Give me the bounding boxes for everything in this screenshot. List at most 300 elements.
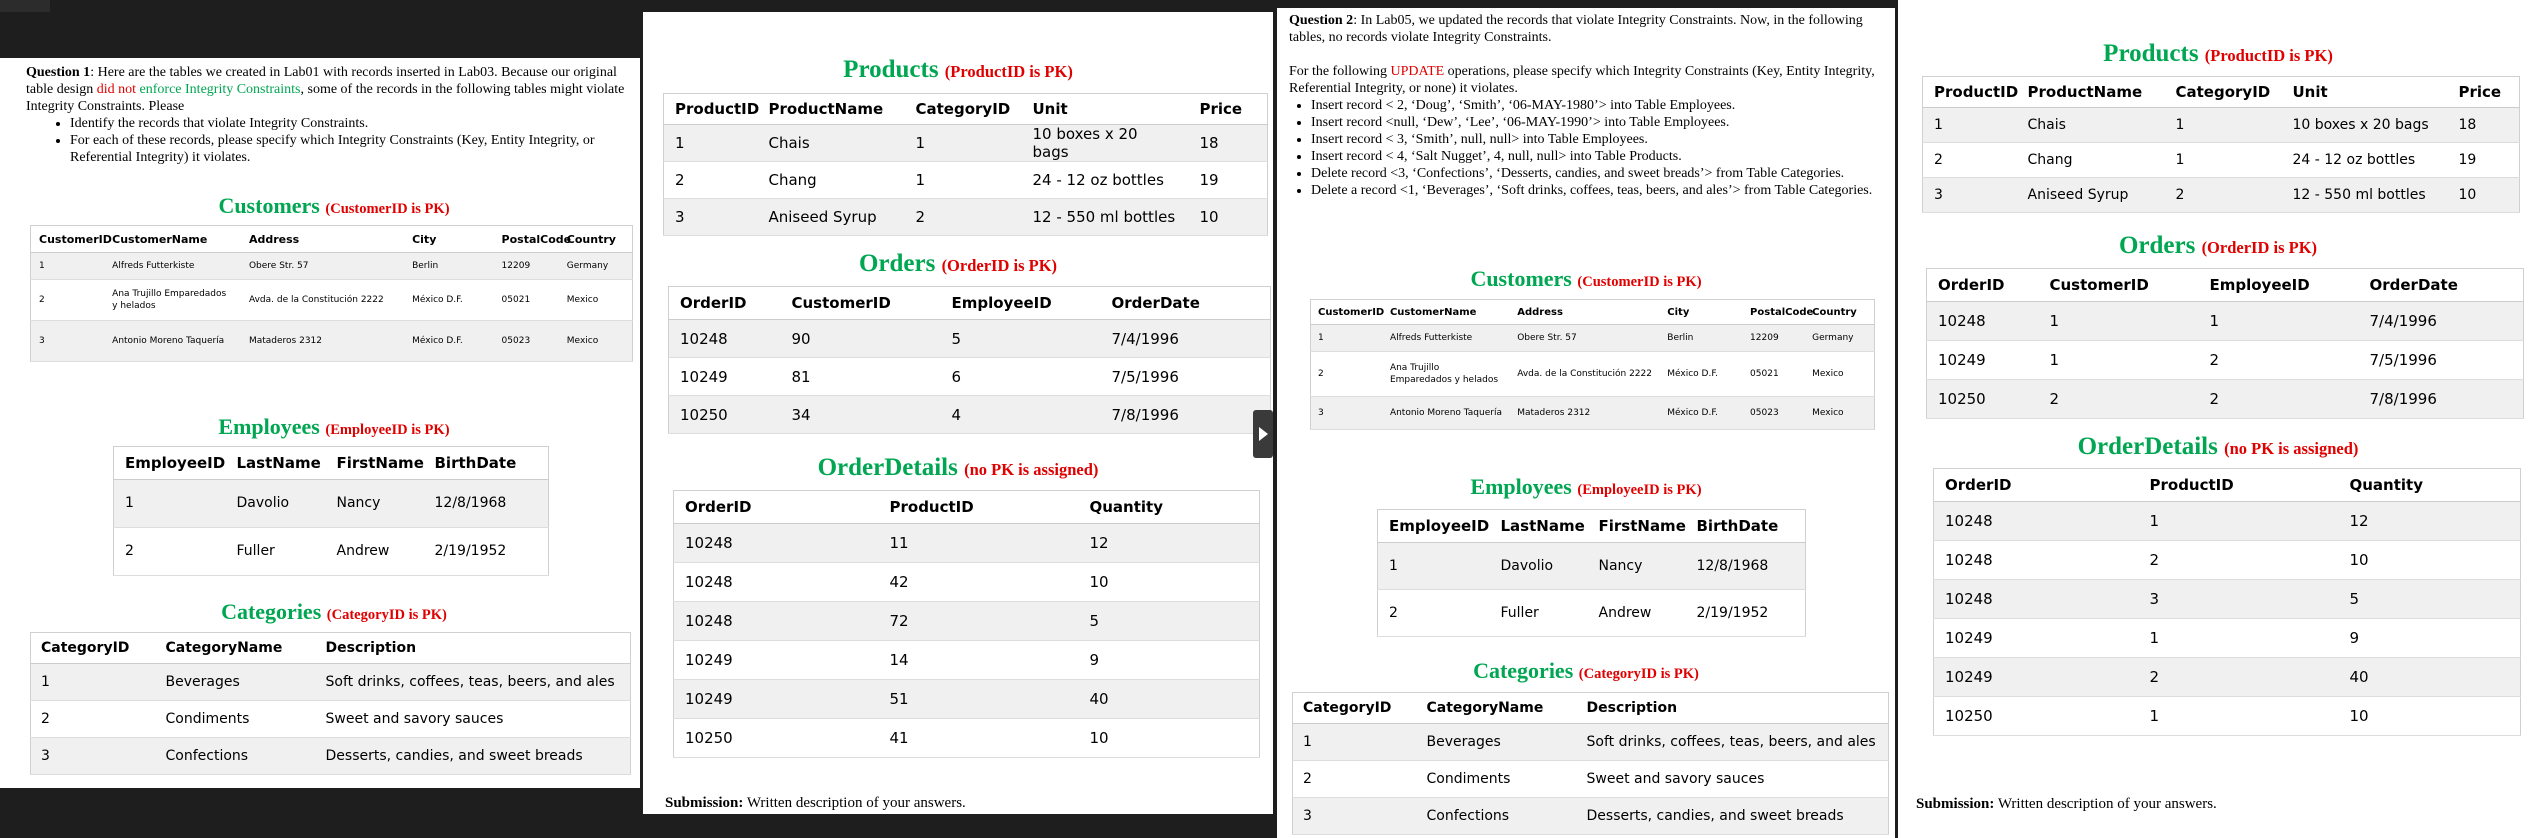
table-cell: México D.F. xyxy=(404,321,493,362)
table-row xyxy=(664,162,1268,199)
column-header: EmployeeID xyxy=(941,287,1101,320)
column-header: Quantity xyxy=(2339,469,2521,502)
table-cell: 19 xyxy=(1189,162,1268,199)
panel-toggle-button[interactable] xyxy=(1253,410,1273,458)
question-text-3: operations, please specify which Integrity Constraints (Key, Entity Integrity, Referential Integrity, or none) it violates. xyxy=(1289,64,1875,96)
table-cell: Desserts, candies, and sweet breads xyxy=(1577,798,1889,835)
table-cell: Beverages xyxy=(1417,724,1577,761)
question-label: Question 2 xyxy=(1289,13,1354,28)
table-cell: 9 xyxy=(1079,641,1260,680)
table-cell: 10 boxes x 20 bags xyxy=(2282,108,2448,143)
table-cell: 3 xyxy=(31,321,105,362)
orderdetails-title: OrderDetails (no PK is assigned) xyxy=(2077,433,2359,460)
categories-title: Categories (CategoryID is PK) xyxy=(1473,658,1699,683)
table-cell: 72 xyxy=(879,602,1079,641)
column-header: Country xyxy=(1805,300,1874,325)
table-cell: 10248 xyxy=(1927,302,2039,341)
customers-table xyxy=(1310,299,1875,430)
table-cell: 2 xyxy=(31,701,156,738)
table-cell: 10248 xyxy=(1934,502,2139,541)
table-cell: 1 xyxy=(2039,341,2199,380)
bullet-item: • Delete record <3, ‘Confections’, ‘Desserts, candies, and sweet breads’> from Table Categories. xyxy=(1311,165,1889,182)
table-cell: 1 xyxy=(1311,325,1383,352)
table-cell: Chang xyxy=(2017,143,2165,178)
table-cell: 12 xyxy=(2339,502,2521,541)
table-cell: Mexico xyxy=(559,280,633,321)
column-header: ProductName xyxy=(2017,77,2165,108)
table-cell: 3 xyxy=(1923,178,2017,213)
column-header: ProductID xyxy=(2139,469,2339,502)
bullet-item: • Insert record < 3, ‘Smith’, null, null> into Table Employees. xyxy=(1311,131,1889,148)
table-row xyxy=(1927,380,2524,419)
table-row xyxy=(669,320,1271,358)
table-cell: 34 xyxy=(781,396,941,434)
column-header: FirstName xyxy=(1588,510,1686,543)
table-row xyxy=(1934,502,2521,541)
table-cell: Obere Str. 57 xyxy=(241,253,404,280)
column-header: Description xyxy=(316,633,631,664)
table-cell: Mataderos 2312 xyxy=(1510,397,1660,430)
column-header: PostalCode xyxy=(1743,300,1805,325)
table-cell: 12/8/1968 xyxy=(424,480,549,528)
table-cell: 2 xyxy=(2199,341,2359,380)
table-cell: Davolio xyxy=(226,480,326,528)
table-cell: Andrew xyxy=(326,528,424,576)
table-cell: 11 xyxy=(879,524,1079,563)
table-cell: Beverages xyxy=(156,664,316,701)
table-row xyxy=(1934,580,2521,619)
table-cell: Aniseed Syrup xyxy=(2017,178,2165,213)
column-header: EmployeeID xyxy=(2199,269,2359,302)
column-header: OrderDate xyxy=(2359,269,2524,302)
column-header: Unit xyxy=(1022,94,1189,125)
table-cell: Sweet and savory sauces xyxy=(316,701,631,738)
table-header-row xyxy=(1923,77,2520,108)
orders-title: Orders (OrderID is PK) xyxy=(2118,232,2318,259)
table-cell: 1 xyxy=(664,125,758,162)
orders-table xyxy=(1926,268,2524,419)
column-header: Address xyxy=(1510,300,1660,325)
column-header: BirthDate xyxy=(1686,510,1806,543)
table-row xyxy=(1927,341,2524,380)
table-cell: 10250 xyxy=(1927,380,2039,419)
table-cell: 81 xyxy=(781,358,941,396)
employees-title: Employees (EmployeeID is PK) xyxy=(1470,474,1702,499)
table-cell: 1 xyxy=(2139,697,2339,736)
products-table xyxy=(663,93,1268,236)
table-cell: Nancy xyxy=(1588,543,1686,590)
table-cell: 05021 xyxy=(1743,352,1805,397)
orders-title: Orders (OrderID is PK) xyxy=(858,250,1058,277)
orderdetails-table xyxy=(673,490,1260,758)
table-row xyxy=(1311,397,1875,430)
column-header: ProductID xyxy=(664,94,758,125)
question-1 xyxy=(26,64,638,166)
table-row xyxy=(1311,325,1875,352)
table-cell: 10248 xyxy=(674,524,879,563)
table-cell: Sweet and savory sauces xyxy=(1577,761,1889,798)
table-row xyxy=(1293,798,1889,835)
table-row xyxy=(1934,619,2521,658)
table-cell: 3 xyxy=(31,738,156,775)
categories-table xyxy=(30,632,631,775)
column-header: ProductID xyxy=(1923,77,2017,108)
table-cell: 3 xyxy=(2139,580,2339,619)
table-row xyxy=(1923,143,2520,178)
column-header: EmployeeID xyxy=(1378,510,1490,543)
column-header: CustomerID xyxy=(781,287,941,320)
table-header-row xyxy=(114,447,549,480)
table-cell: 10249 xyxy=(674,641,879,680)
column-header: CustomerID xyxy=(31,226,105,253)
table-cell: 10250 xyxy=(1934,697,2139,736)
categories-table xyxy=(1292,692,1889,835)
table-cell: México D.F. xyxy=(404,280,493,321)
table-cell: México D.F. xyxy=(1660,397,1743,430)
table-row xyxy=(1934,658,2521,697)
table-cell: Condiments xyxy=(1417,761,1577,798)
table-cell: 10250 xyxy=(674,719,879,758)
table-row xyxy=(664,199,1268,236)
table-cell: Germany xyxy=(1805,325,1874,352)
table-header-row xyxy=(31,633,631,664)
table-cell: 24 - 12 oz bottles xyxy=(1022,162,1189,199)
table-cell: Germany xyxy=(559,253,633,280)
table-cell: 18 xyxy=(1189,125,1268,162)
table-cell: 9 xyxy=(2339,619,2521,658)
column-header: CategoryName xyxy=(156,633,316,664)
table-cell: 12209 xyxy=(1743,325,1805,352)
table-cell: 1 xyxy=(2165,143,2282,178)
column-header: Quantity xyxy=(1079,491,1260,524)
bullet-item: • Delete a record <1, ‘Beverages’, ‘Soft drinks, coffees, teas, beers, and ales’> from Table Categories. xyxy=(1311,182,1889,199)
table-cell: Antonio Moreno Taquería xyxy=(104,321,241,362)
table-cell: Alfreds Futterkiste xyxy=(1383,325,1510,352)
table-cell: 90 xyxy=(781,320,941,358)
table-cell: 05021 xyxy=(494,280,559,321)
page-panel-4 xyxy=(1898,0,2538,838)
table-header-row xyxy=(664,94,1268,125)
table-cell: 3 xyxy=(1311,397,1383,430)
column-header: OrderID xyxy=(1934,469,2139,502)
table-cell: 7/4/1996 xyxy=(2359,302,2524,341)
table-cell: Obere Str. 57 xyxy=(1510,325,1660,352)
table-cell: 12 - 550 ml bottles xyxy=(2282,178,2448,213)
table-cell: 10 xyxy=(1189,199,1268,236)
table-cell: 1 xyxy=(2039,302,2199,341)
table-cell: Aniseed Syrup xyxy=(758,199,905,236)
table-row xyxy=(674,602,1260,641)
table-cell: 2 xyxy=(2165,178,2282,213)
table-cell: 10 xyxy=(1079,719,1260,758)
table-cell: 10248 xyxy=(669,320,781,358)
column-header: Price xyxy=(2448,77,2520,108)
table-cell: 12209 xyxy=(494,253,559,280)
table-cell: Fuller xyxy=(1490,590,1588,637)
table-cell: 5 xyxy=(2339,580,2521,619)
table-cell: 40 xyxy=(1079,680,1260,719)
table-row xyxy=(669,396,1271,434)
table-row xyxy=(669,358,1271,396)
question-2 xyxy=(1289,12,1889,199)
table-cell: 2 xyxy=(2039,380,2199,419)
table-header-row xyxy=(1378,510,1806,543)
table-cell: 10249 xyxy=(1934,619,2139,658)
orderdetails-table xyxy=(1933,468,2521,736)
table-cell: 2 xyxy=(664,162,758,199)
column-header: BirthDate xyxy=(424,447,549,480)
emphasis-did-not: did not xyxy=(96,82,137,97)
column-header: OrderDate xyxy=(1101,287,1271,320)
table-header-row xyxy=(674,491,1260,524)
table-row xyxy=(31,253,633,280)
employees-table xyxy=(1377,509,1806,637)
question-label: Question 1 xyxy=(26,65,91,80)
column-header: CategoryID xyxy=(2165,77,2282,108)
table-cell: 05023 xyxy=(494,321,559,362)
table-cell: 1 xyxy=(31,253,105,280)
column-header: Description xyxy=(1577,693,1889,724)
table-cell: 2/19/1952 xyxy=(424,528,549,576)
table-row xyxy=(1923,178,2520,213)
table-cell: Fuller xyxy=(226,528,326,576)
column-header: OrderID xyxy=(674,491,879,524)
table-cell: 12 xyxy=(1079,524,1260,563)
column-header: CategoryID xyxy=(1293,693,1417,724)
emphasis-enforce: enforce Integrity Constraints xyxy=(139,82,301,97)
column-header: LastName xyxy=(1490,510,1588,543)
column-header: FirstName xyxy=(326,447,424,480)
table-cell: 2 xyxy=(114,528,226,576)
table-cell: 10 xyxy=(2448,178,2520,213)
table-cell: Alfreds Futterkiste xyxy=(104,253,241,280)
column-header: OrderID xyxy=(669,287,781,320)
table-row xyxy=(664,125,1268,162)
table-cell: Soft drinks, coffees, teas, beers, and ales xyxy=(316,664,631,701)
table-cell: Berlin xyxy=(1660,325,1743,352)
table-row xyxy=(674,641,1260,680)
table-cell: 10248 xyxy=(674,563,879,602)
customers-title: Customers (CustomerID is PK) xyxy=(1470,266,1702,291)
column-header: CategoryName xyxy=(1417,693,1577,724)
table-cell: 10249 xyxy=(1927,341,2039,380)
table-cell: Soft drinks, coffees, teas, beers, and ales xyxy=(1577,724,1889,761)
page-panel-1 xyxy=(0,58,640,788)
column-header: CustomerID xyxy=(1311,300,1383,325)
table-cell: 14 xyxy=(879,641,1079,680)
bullet-item: • Identify the records that violate Integrity Constraints. xyxy=(70,115,638,132)
table-cell: 24 - 12 oz bottles xyxy=(2282,143,2448,178)
table-row xyxy=(1934,697,2521,736)
column-header: CustomerName xyxy=(104,226,241,253)
table-cell: Ana Trujillo Emparedados y helados xyxy=(104,280,241,321)
table-cell: 5 xyxy=(941,320,1101,358)
table-row xyxy=(1923,108,2520,143)
table-cell: 2/19/1952 xyxy=(1686,590,1806,637)
table-cell: 1 xyxy=(1378,543,1490,590)
categories-title: Categories (CategoryID is PK) xyxy=(221,599,447,624)
table-cell: 1 xyxy=(2165,108,2282,143)
table-cell: 1 xyxy=(2139,502,2339,541)
bullet-item: • Insert record < 2, ‘Doug’, ‘Smith’, ‘06-MAY-1980’> into Table Employees. xyxy=(1311,97,1889,114)
table-row xyxy=(674,563,1260,602)
table-cell: 3 xyxy=(664,199,758,236)
submission-note: Submission: Written description of your answers. xyxy=(1916,796,2217,812)
table-header-row xyxy=(669,287,1271,320)
column-header: ProductName xyxy=(758,94,905,125)
table-cell: 7/8/1996 xyxy=(1101,396,1271,434)
table-cell: 10250 xyxy=(669,396,781,434)
table-cell: 41 xyxy=(879,719,1079,758)
table-row xyxy=(1378,543,1806,590)
table-header-row xyxy=(1293,693,1889,724)
table-cell: 18 xyxy=(2448,108,2520,143)
bullet-item: • Insert record < 4, ‘Salt Nugget’, 4, null, null> into Table Products. xyxy=(1311,148,1889,165)
table-cell: 1 xyxy=(31,664,156,701)
table-cell: 5 xyxy=(1079,602,1260,641)
column-header: CategoryID xyxy=(31,633,156,664)
table-row xyxy=(114,480,549,528)
column-header: OrderID xyxy=(1927,269,2039,302)
table-cell: 10249 xyxy=(669,358,781,396)
table-cell: 2 xyxy=(1311,352,1383,397)
table-cell: 10248 xyxy=(674,602,879,641)
table-cell: 7/5/1996 xyxy=(1101,358,1271,396)
table-cell: 10 xyxy=(2339,541,2521,580)
column-header: Country xyxy=(559,226,633,253)
table-cell: 10248 xyxy=(1934,580,2139,619)
table-cell: 1 xyxy=(2199,302,2359,341)
table-cell: 40 xyxy=(2339,658,2521,697)
table-cell: 42 xyxy=(879,563,1079,602)
table-row xyxy=(114,528,549,576)
emphasis-update: UPDATE xyxy=(1390,64,1445,79)
table-cell: 10249 xyxy=(1934,658,2139,697)
column-header: Address xyxy=(241,226,404,253)
table-row xyxy=(31,664,631,701)
column-header: Price xyxy=(1189,94,1268,125)
table-cell: 1 xyxy=(114,480,226,528)
employees-table xyxy=(113,446,549,576)
table-row xyxy=(1293,724,1889,761)
table-cell: 12 - 550 ml bottles xyxy=(1022,199,1189,236)
table-cell: 2 xyxy=(905,199,1022,236)
window-strip xyxy=(0,0,50,12)
column-header: Unit xyxy=(2282,77,2448,108)
table-cell: 10 boxes x 20 bags xyxy=(1022,125,1189,162)
question-text-2: For the following xyxy=(1289,64,1391,79)
table-cell: 7/5/1996 xyxy=(2359,341,2524,380)
bullet-item: • For each of these records, please specify which Integrity Constraints (Key, Entity Integrity, or Referential Integrity) it violates. xyxy=(70,132,638,166)
table-cell: Avda. de la Constitución 2222 xyxy=(241,280,404,321)
table-cell: 7/4/1996 xyxy=(1101,320,1271,358)
table-cell: 2 xyxy=(2199,380,2359,419)
products-title: Products (ProductID is PK) xyxy=(2103,40,2333,67)
table-header-row xyxy=(1927,269,2524,302)
table-cell: 2 xyxy=(31,280,105,321)
table-cell: 1 xyxy=(905,162,1022,199)
table-cell: Mexico xyxy=(1805,397,1874,430)
bullet-item: • Insert record <null, ‘Dew’, ‘Lee’, ‘06-MAY-1990’> into Table Employees. xyxy=(1311,114,1889,131)
table-row xyxy=(674,719,1260,758)
products-title: Products (ProductID is PK) xyxy=(843,56,1073,83)
table-cell: 2 xyxy=(1923,143,2017,178)
table-row xyxy=(1934,541,2521,580)
table-cell: 10248 xyxy=(1934,541,2139,580)
table-cell: Davolio xyxy=(1490,543,1588,590)
table-cell: 12/8/1968 xyxy=(1686,543,1806,590)
table-row xyxy=(31,701,631,738)
table-cell: 2 xyxy=(2139,541,2339,580)
table-cell: Chang xyxy=(758,162,905,199)
table-header-row xyxy=(31,226,633,253)
table-cell: 10 xyxy=(2339,697,2521,736)
customers-title: Customers (CustomerID is PK) xyxy=(218,193,450,218)
table-row xyxy=(1293,761,1889,798)
orderdetails-title: OrderDetails (no PK is assigned) xyxy=(817,454,1099,481)
table-row xyxy=(1378,590,1806,637)
table-cell: 3 xyxy=(1293,798,1417,835)
table-cell: Berlin xyxy=(404,253,493,280)
table-row xyxy=(674,680,1260,719)
products-table xyxy=(1922,76,2520,213)
column-header: EmployeeID xyxy=(114,447,226,480)
question-bullets xyxy=(1289,97,1889,199)
column-header: PostalCode xyxy=(494,226,559,253)
table-cell: Confections xyxy=(156,738,316,775)
table-cell: 1 xyxy=(905,125,1022,162)
table-row xyxy=(31,321,633,362)
table-cell: Avda. de la Constitución 2222 xyxy=(1510,352,1660,397)
table-cell: Antonio Moreno Taquería xyxy=(1383,397,1510,430)
question-text-2: , some of the records in the following tables might violate Integrity Constraints. Please xyxy=(26,82,625,114)
table-cell: México D.F. xyxy=(1660,352,1743,397)
table-row xyxy=(31,280,633,321)
column-header: City xyxy=(1660,300,1743,325)
table-cell: Confections xyxy=(1417,798,1577,835)
table-cell: 1 xyxy=(1293,724,1417,761)
table-cell: Chais xyxy=(758,125,905,162)
table-cell: 7/8/1996 xyxy=(2359,380,2524,419)
table-row xyxy=(1311,352,1875,397)
column-header: ProductID xyxy=(879,491,1079,524)
table-row xyxy=(31,738,631,775)
table-cell: Chais xyxy=(2017,108,2165,143)
column-header: CustomerID xyxy=(2039,269,2199,302)
orders-table xyxy=(668,286,1271,434)
table-cell: 51 xyxy=(879,680,1079,719)
question-text: : Here are the tables we created in Lab01 with records inserted in Lab03. Because our original table design xyxy=(26,65,617,97)
table-header-row xyxy=(1934,469,2521,502)
table-row xyxy=(674,524,1260,563)
table-cell: Mexico xyxy=(559,321,633,362)
column-header: CategoryID xyxy=(905,94,1022,125)
table-cell: 10249 xyxy=(674,680,879,719)
table-cell: Mataderos 2312 xyxy=(241,321,404,362)
table-cell: 2 xyxy=(2139,658,2339,697)
table-cell: 4 xyxy=(941,396,1101,434)
column-header: LastName xyxy=(226,447,326,480)
page-panel-2 xyxy=(643,12,1273,814)
column-header: CustomerName xyxy=(1383,300,1510,325)
table-cell: Desserts, candies, and sweet breads xyxy=(316,738,631,775)
page-panel-3 xyxy=(1277,8,1895,838)
question-text: : In Lab05, we updated the records that violate Integrity Constraints. Now, in the following tables, no records violate Integrity Constraints. xyxy=(1289,13,1863,45)
question-bullets xyxy=(26,115,638,166)
table-cell: 6 xyxy=(941,358,1101,396)
table-cell: Nancy xyxy=(326,480,424,528)
table-cell: Andrew xyxy=(1588,590,1686,637)
